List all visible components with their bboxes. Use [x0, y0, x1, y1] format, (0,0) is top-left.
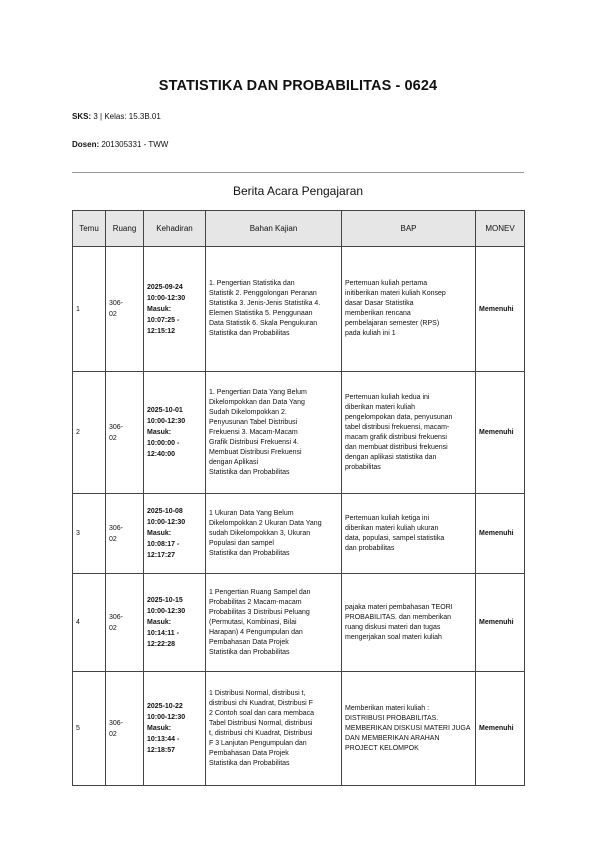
- col-header-ruang: Ruang: [106, 211, 144, 247]
- cell-bahan-kajian: 1. Pengertian Statistika dan Statistik 2. Penggolongan Peranan Statistika 3. Jenis-Jenis Statistika 4. Elemen Statistika 5. Penggunaan Data Statistik 6. Skala Pengukuran Statistika dan Probabilitas: [206, 247, 342, 372]
- col-header-monev: MONEV: [476, 211, 525, 247]
- cell-kehadiran: 2025-09-24 10:00-12:30 Masuk: 10:07:25 - 12:15:12: [144, 247, 206, 372]
- cell-bap: Pertemuan kuliah ketiga ini diberikan materi kuliah ukuran data, populasi, sampel statistika dan probabilitas: [342, 494, 476, 574]
- dosen-label: Dosen:: [72, 140, 100, 149]
- col-header-temu: Temu: [73, 211, 106, 247]
- divider: [72, 172, 524, 173]
- table-header-row: [73, 211, 525, 247]
- col-header-kehadiran: Kehadiran: [144, 211, 206, 247]
- cell-monev: Memenuhi: [476, 672, 525, 786]
- cell-temu: 2: [73, 372, 106, 494]
- cell-temu: 5: [73, 672, 106, 786]
- sks-label: SKS:: [72, 112, 92, 121]
- col-header-bap: BAP: [342, 211, 476, 247]
- course-info: [72, 112, 161, 121]
- cell-bahan-kajian: 1 Ukuran Data Yang Belum Dikelompokkan 2 Ukuran Data Yang sudah Dikelompokkan 3, Ukuran Populasi dan sampel Statistika dan Probabilitas: [206, 494, 342, 574]
- cell-bap: Pertemuan kuliah pertama initiberikan materi kuliah Konsep dasar Dasar Statistika memberikan rencana pembelajaran semester (RPS) pada kuliah ini 1: [342, 247, 476, 372]
- cell-monev: Memenuhi: [476, 372, 525, 494]
- table-row: [73, 494, 525, 574]
- cell-temu: 3: [73, 494, 106, 574]
- table-row: [73, 372, 525, 494]
- cell-bahan-kajian: 1. Pengertian Data Yang Belum Dikelompokkan dan Data Yang Sudah Dikelompokkan 2. Penyusunan Tabel Distribusi Frekuensi 3. Macam-Macam Grafik Distribusi Frekuensi 4. Membuat Distribusi Frekuensi dengan Aplikasi Statistika dan Probabilitas: [206, 372, 342, 494]
- teaching-record-table: [72, 210, 525, 786]
- lecturer-info: [72, 140, 168, 149]
- cell-kehadiran: 2025-10-15 10:00-12:30 Masuk: 10:14:11 - 12:22:28: [144, 574, 206, 672]
- cell-kehadiran: 2025-10-01 10:00-12:30 Masuk: 10:00:00 - 12:40:00: [144, 372, 206, 494]
- sks-value: 3 | Kelas: 15.3B.01: [93, 112, 161, 121]
- cell-ruang: 306- 02: [106, 247, 144, 372]
- cell-temu: 1: [73, 247, 106, 372]
- table-row: [73, 672, 525, 786]
- cell-ruang: 306- 02: [106, 372, 144, 494]
- cell-ruang: 306- 02: [106, 494, 144, 574]
- col-header-bahan-kajian: Bahan Kajian: [206, 211, 342, 247]
- course-title: STATISTIKA DAN PROBABILITAS - 0624: [158, 78, 438, 94]
- table-row: [73, 247, 525, 372]
- table-row: [73, 574, 525, 672]
- cell-monev: Memenuhi: [476, 574, 525, 672]
- section-title: Berita Acara Pengajaran: [232, 184, 364, 198]
- cell-bap: Pertemuan kuliah kedua ini diberikan materi kuliah pengelompokan data, penyusunan tabel distribusi frekuensi, macam- macam grafik distribusi frekuensi dan membuat distribusi frekuensi dengan aplikasi statistika dan probabilitas: [342, 372, 476, 494]
- cell-bahan-kajian: 1 Distribusi Normal, distribusi t, distribusi chi Kuadrat, Distribusi F 2 Contoh soal dan cara membaca Tabel Distribusi Normal, distribusi t, distribusi chi Kuadrat, Distribusi F 3 Lanjutan Pengumpulan dan Pembahasan Data Projek Statistika dan Probabilitas: [206, 672, 342, 786]
- cell-kehadiran: 2025-10-08 10:00-12:30 Masuk: 10:08:17 - 12:17:27: [144, 494, 206, 574]
- cell-ruang: 306- 02: [106, 574, 144, 672]
- cell-monev: Memenuhi: [476, 494, 525, 574]
- cell-kehadiran: 2025-10-22 10:00-12:30 Masuk: 10:13:44 - 12:18:57: [144, 672, 206, 786]
- dosen-value: 201305331 - TWW: [101, 140, 169, 149]
- cell-monev: Memenuhi: [476, 247, 525, 372]
- cell-bahan-kajian: 1 Pengertian Ruang Sampel dan Probabilitas 2 Macam-macam Probabilitas 3 Distribusi Peluang (Permutasi, Kombinasi, Bilai Harapan) 4 Pengumpulan dan Pembahasan Data Projek Statistika dan Probabilitas: [206, 574, 342, 672]
- cell-ruang: 306- 02: [106, 672, 144, 786]
- cell-bap: Memberikan materi kuliah : DISTRIBUSI PROBABILITAS. MEMBERIKAN DISKUSI MATERI JUGA DAN MEMBERIKAN ARAHAN PROJECT KELOMPOK: [342, 672, 476, 786]
- cell-temu: 4: [73, 574, 106, 672]
- cell-bap: pajaka materi pembahasan TEORI PROBABILITAS. dan memberikan ruang diskusi materi dan tugas mengerjakan soal materi kuliah: [342, 574, 476, 672]
